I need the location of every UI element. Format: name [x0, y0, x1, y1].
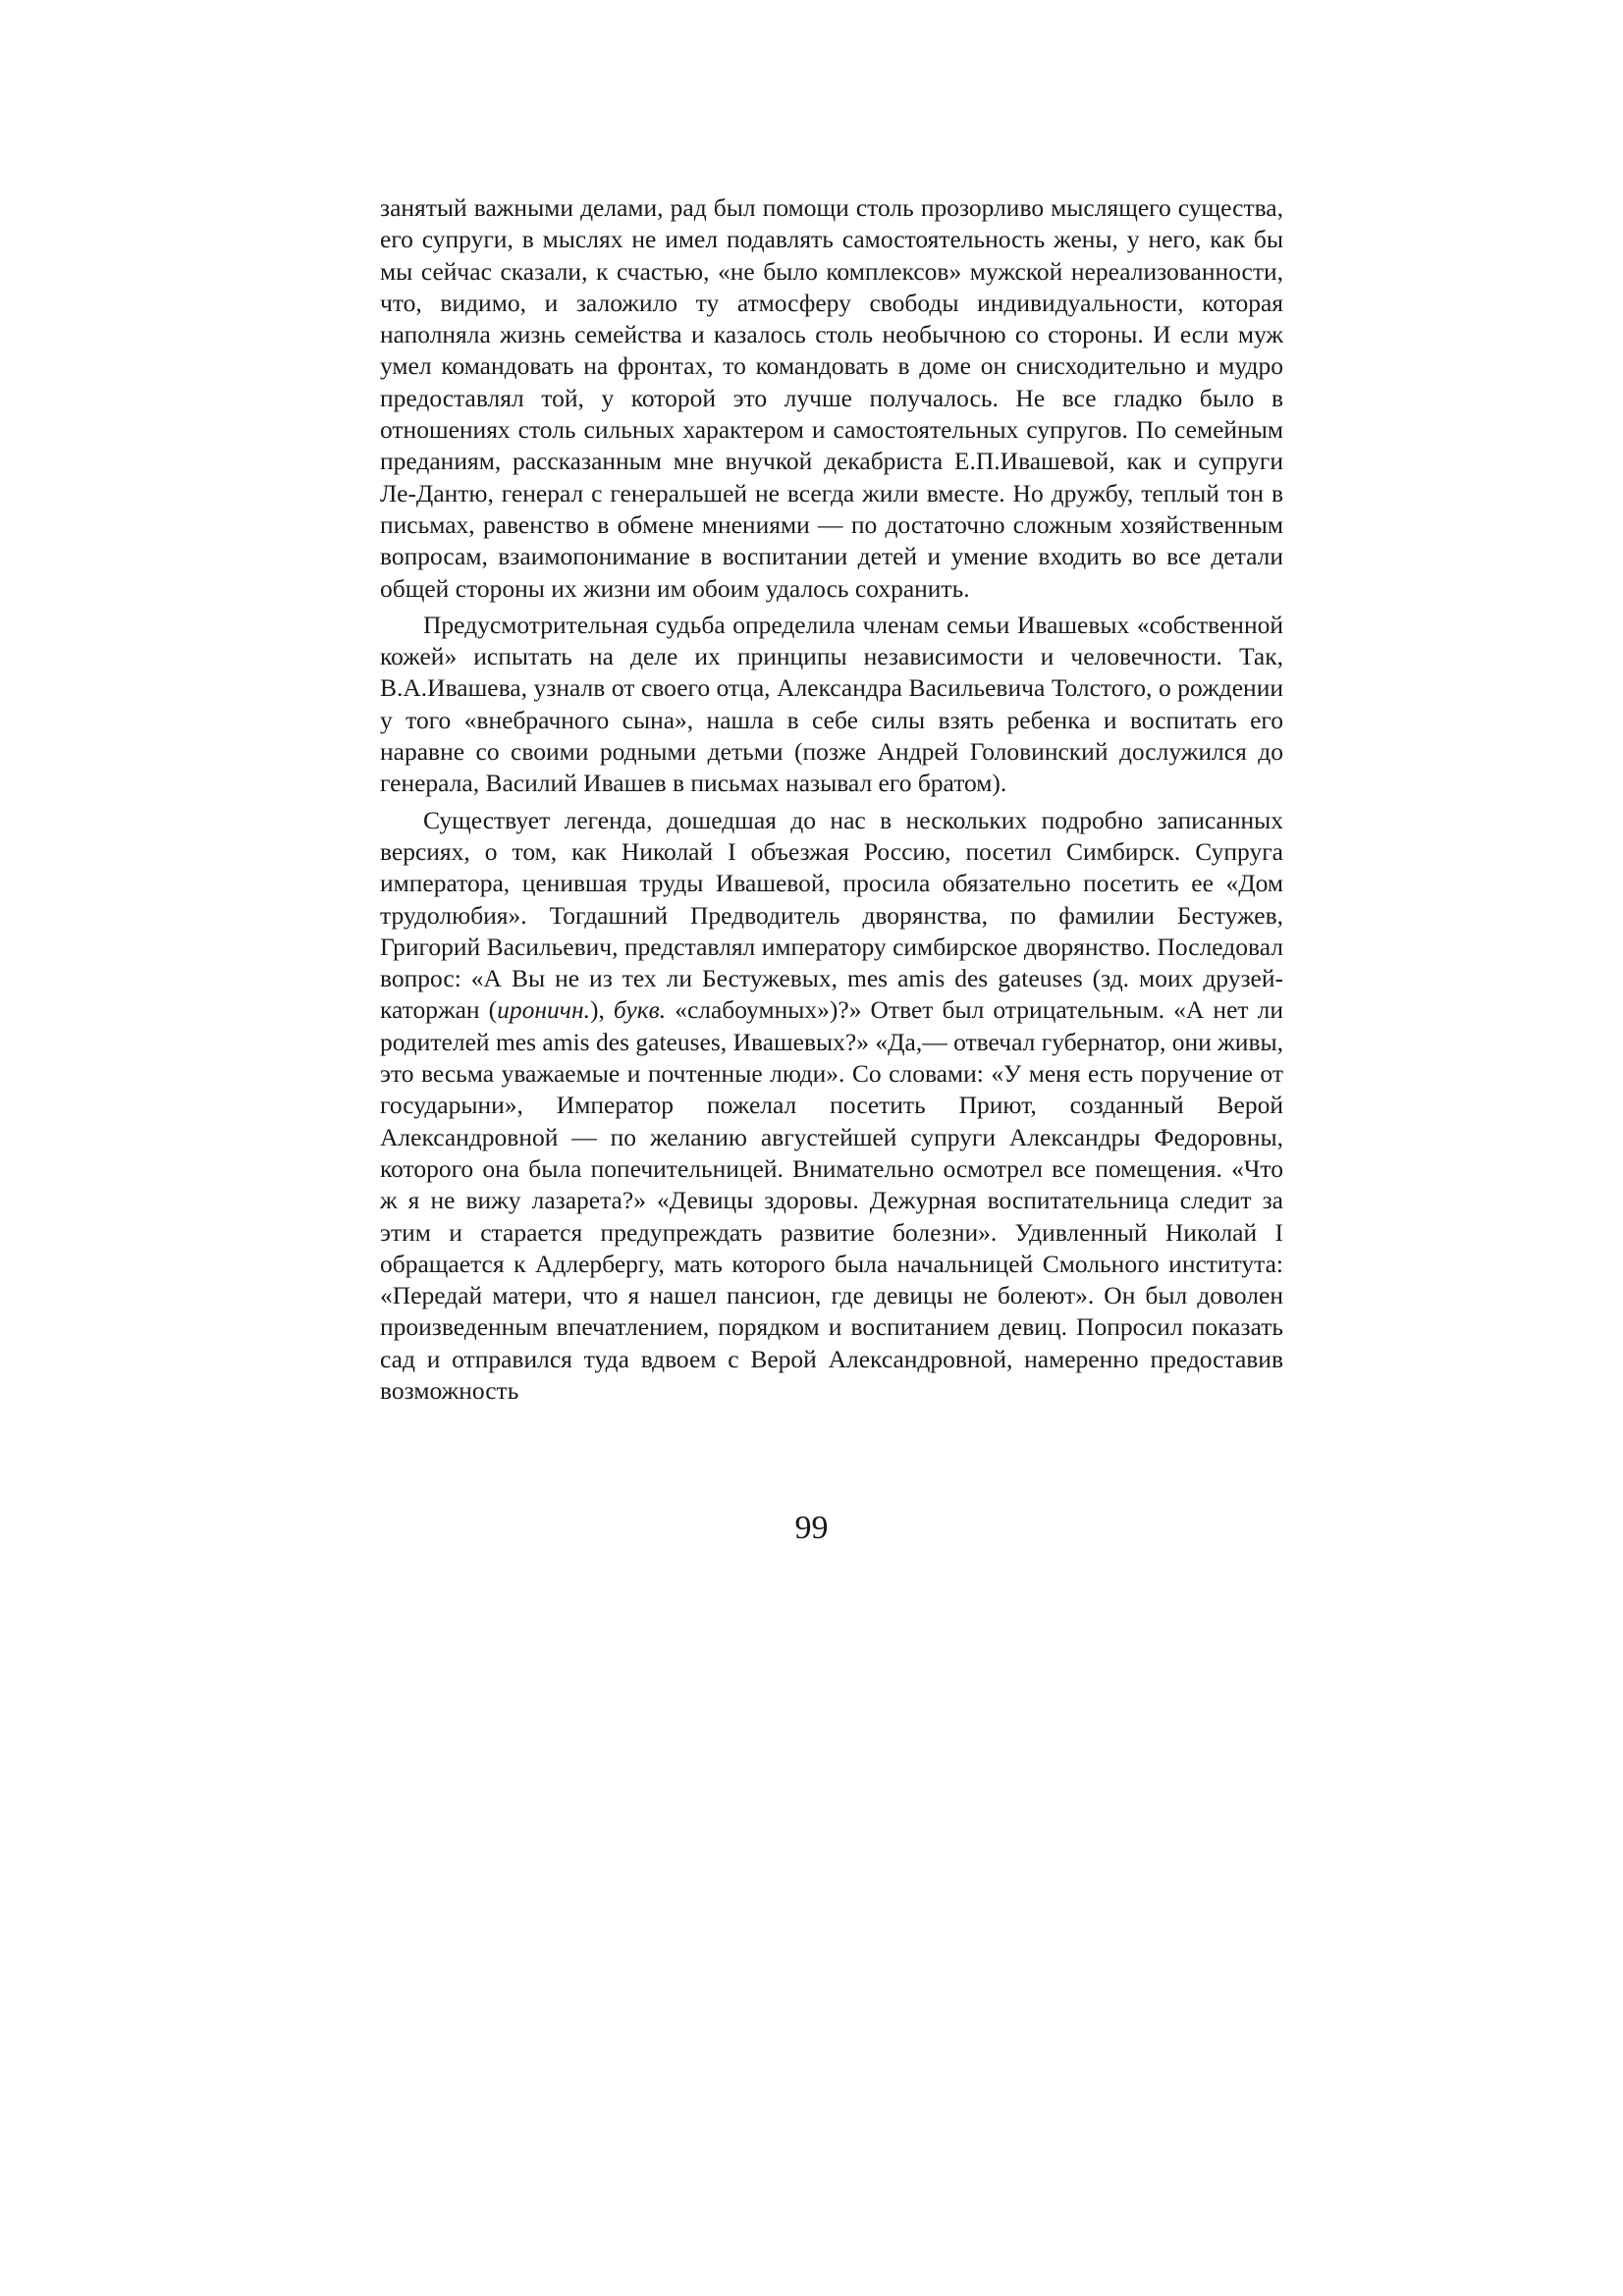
- text-run: ),: [589, 995, 614, 1025]
- page-number: 99: [794, 1510, 829, 1546]
- body-text: [380, 192, 1283, 1407]
- paragraph: [380, 192, 1283, 605]
- text-run: Предусмотрительная судьба определила членам семьи Ивашевых «собственной кожей» испытать на деле их принципы независимости и человечности. Так, В.А.Ивашева, узналв от своего отца, Александра Васильевича Толстого, о рождении у того «внебрачного сына», нашла в себе силы взять ребенка и воспитать его наравне со своими родными детьми (позже Андрей Головинский дослужился до генерала, Василий Ивашев в письмах называл его братом).: [380, 610, 1283, 798]
- text-run: занятый важными делами, рад был помощи столь прозорливо мыслящего существа, его супруги, в мыслях не имел подавлять самостоятельность жены, у него, как бы мы сейчас сказали, к счастью, «не было комплексов» мужской нереализованности, что, видимо, и заложило ту атмосферу свободы индивидуальности, которая наполняла жизнь семейства и казалось столь необычною со стороны. И если муж умел командовать на фронтах, то командовать в доме он снисходительно и мудро предоставлял той, у которой это лучше получалось. Не все гладко было в отношениях столь сильных характером и самостоятельных супругов. По семейным преданиям, рассказанным мне внучкой декабриста Е.П.Ивашевой, как и супруги Ле-Дантю, генерал с генеральшей не всегда жили вместе. Но дружбу, теплый тон в письмах, равенство в обмене мнениями — по достаточно сложным хозяйственным вопросам, взаимопонимание в воспитании детей и умение входить во все детали общей стороны их жизни им обоим удалось сохранить.: [380, 193, 1283, 603]
- italic-run: букв.: [613, 995, 667, 1025]
- paragraph: [380, 805, 1283, 1408]
- italic-run: ироничн.: [497, 995, 590, 1025]
- text-run: Существует легенда, дошедшая до нас в нескольких подробно записанных версиях, о том, как Николай I объезжая Россию, посетил Симбирск. Супруга императора, ценившая труды Ивашевой, просила обязательно посетить ее «Дом трудолюбия». Тогдашний Предводитель дворянства, по фамилии Бестужев, Григорий Васильевич, представлял императору симбирское дворянство. Последовал вопрос: «А Вы не из тех ли Бестужевых, mes amis des gateuses (зд. моих друзей-каторжан (: [380, 805, 1283, 1025]
- text-run: «слабоумных»)?» Ответ был отрицательным. «А нет ли родителей mes amis des gateuses, Ивашевых?» «Да,— отвечал губернатор, они живы, это весьма уважаемые и почтенные люди». Со словами: «У меня есть поручение от государыни», Император пожелал посетить Приют, созданный Верой Александровной — по желанию августейшей супруги Александры Федоровны, которого она была попечительницей. Внимательно осмотрел все помещения. «Что ж я не вижу лазарета?» «Девицы здоровы. Дежурная воспитательница следит за этим и старается предупреждать развитие болезни». Удивленный Николай I обращается к Адлербергу, мать которого была начальницей Смольного института: «Передай матери, что я нашел пансион, где девицы не болеют». Он был доволен произведенным впечатлением, порядком и воспитанием девиц. Попросил показать сад и отправился туда вдвоем с Верой Александровной, намеренно предоставив возможность: [380, 995, 1283, 1405]
- paragraph: [380, 610, 1283, 800]
